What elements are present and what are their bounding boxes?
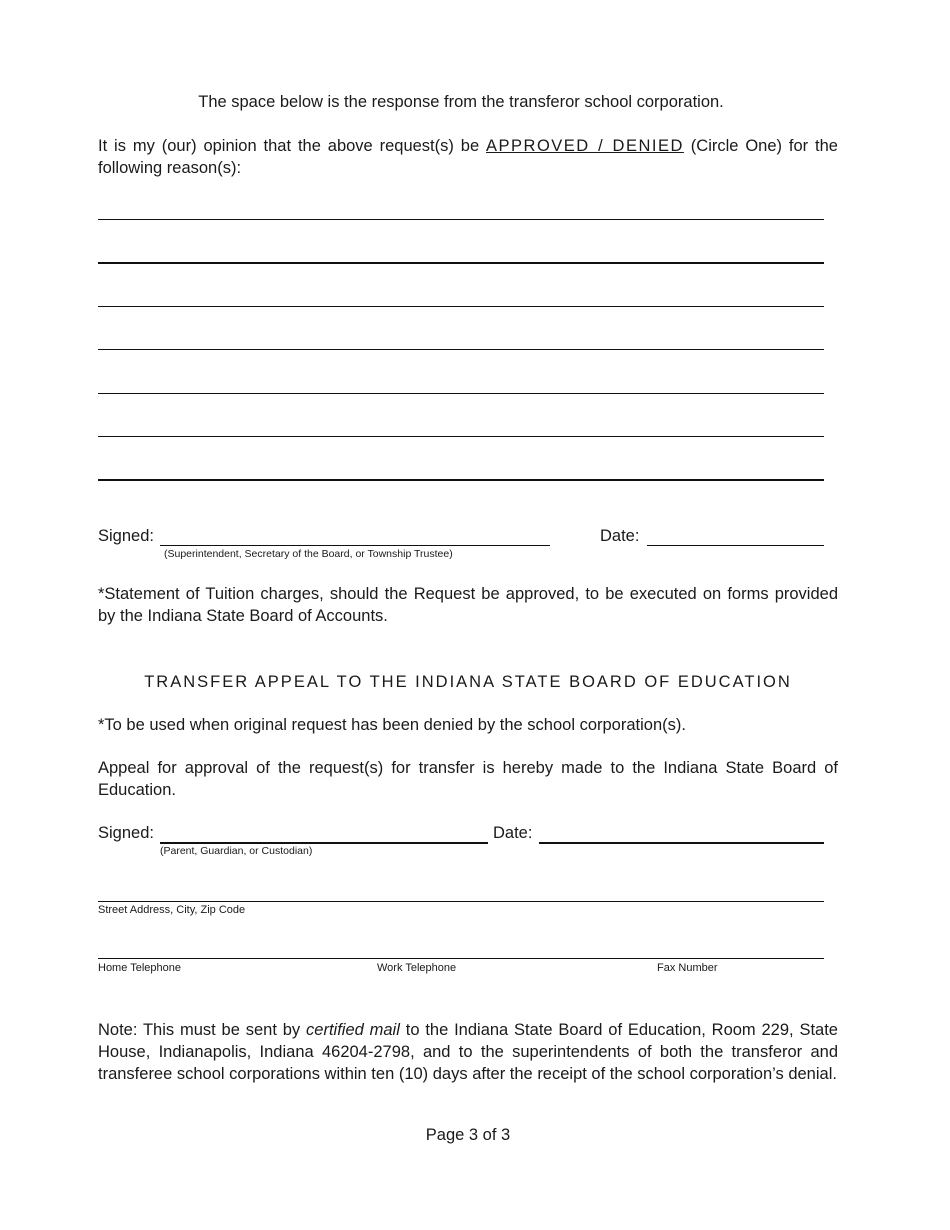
home-telephone-caption: Home Telephone [98, 962, 181, 974]
reason-line-7[interactable] [98, 479, 824, 481]
phone-fax-line[interactable] [98, 958, 824, 959]
signed-label: Signed: [98, 527, 154, 545]
date-label: Date: [600, 527, 640, 545]
address-line[interactable] [98, 901, 824, 902]
note-pre: Note: This must be sent by [98, 1021, 301, 1039]
opinion-pre: It is my (our) opinion that the above request(s) be [98, 137, 480, 155]
reason-line-1[interactable] [98, 219, 824, 220]
reason-line-2[interactable] [98, 262, 824, 264]
parent-signature-caption: (Parent, Guardian, or Custodian) [160, 845, 313, 857]
appeal-heading: TRANSFER APPEAL TO THE INDIANA STATE BOARD OF EDUCATION [144, 673, 792, 691]
approved-denied-choice[interactable]: APPROVED / DENIED [486, 137, 684, 155]
response-date-line[interactable] [647, 545, 824, 546]
appeal-signed-label: Signed: [98, 824, 154, 842]
tuition-statement: *Statement of Tuition charges, should the Request be approved, to be executed on forms provided by the Indiana State Board of Accounts. [98, 585, 838, 625]
parent-signature-line[interactable] [160, 842, 488, 844]
appeal-date-line[interactable] [539, 842, 824, 844]
note-post: to the Indiana State Board of Education, Room 229, State House, Indianapolis, Indiana 46204-2798, and to the superintendents of both the transferor and transferee school corporations within ten (10) days after the receipt of the school corporation’s denial. [98, 1021, 838, 1083]
response-intro: The space below is the response from the transferor school corporation. [198, 93, 724, 111]
superintendent-signature-caption: (Superintendent, Secretary of the Board, or Township Trustee) [164, 548, 453, 560]
appeal-text: Appeal for approval of the request(s) for transfer is hereby made to the Indiana State Board of Education. [98, 759, 838, 799]
page-number: Page 3 of 3 [425, 1126, 511, 1144]
work-telephone-caption: Work Telephone [377, 962, 457, 974]
appeal-usage-note: *To be used when original request has been denied by the school corporation(s). [98, 716, 686, 734]
reason-line-4[interactable] [98, 349, 824, 350]
reason-line-5[interactable] [98, 393, 824, 394]
note-certified-mail: certified mail [306, 1021, 400, 1039]
reason-line-3[interactable] [98, 306, 824, 307]
mailing-note [98, 1019, 838, 1085]
appeal-date-label: Date: [493, 824, 533, 842]
fax-number-caption: Fax Number [657, 962, 718, 974]
opinion-post: (Circle One) for the following reason(s): [98, 137, 838, 177]
superintendent-signature-line[interactable] [160, 545, 550, 546]
reason-line-6[interactable] [98, 436, 824, 437]
address-caption: Street Address, City, Zip Code [98, 904, 246, 916]
opinion-statement [98, 135, 838, 179]
